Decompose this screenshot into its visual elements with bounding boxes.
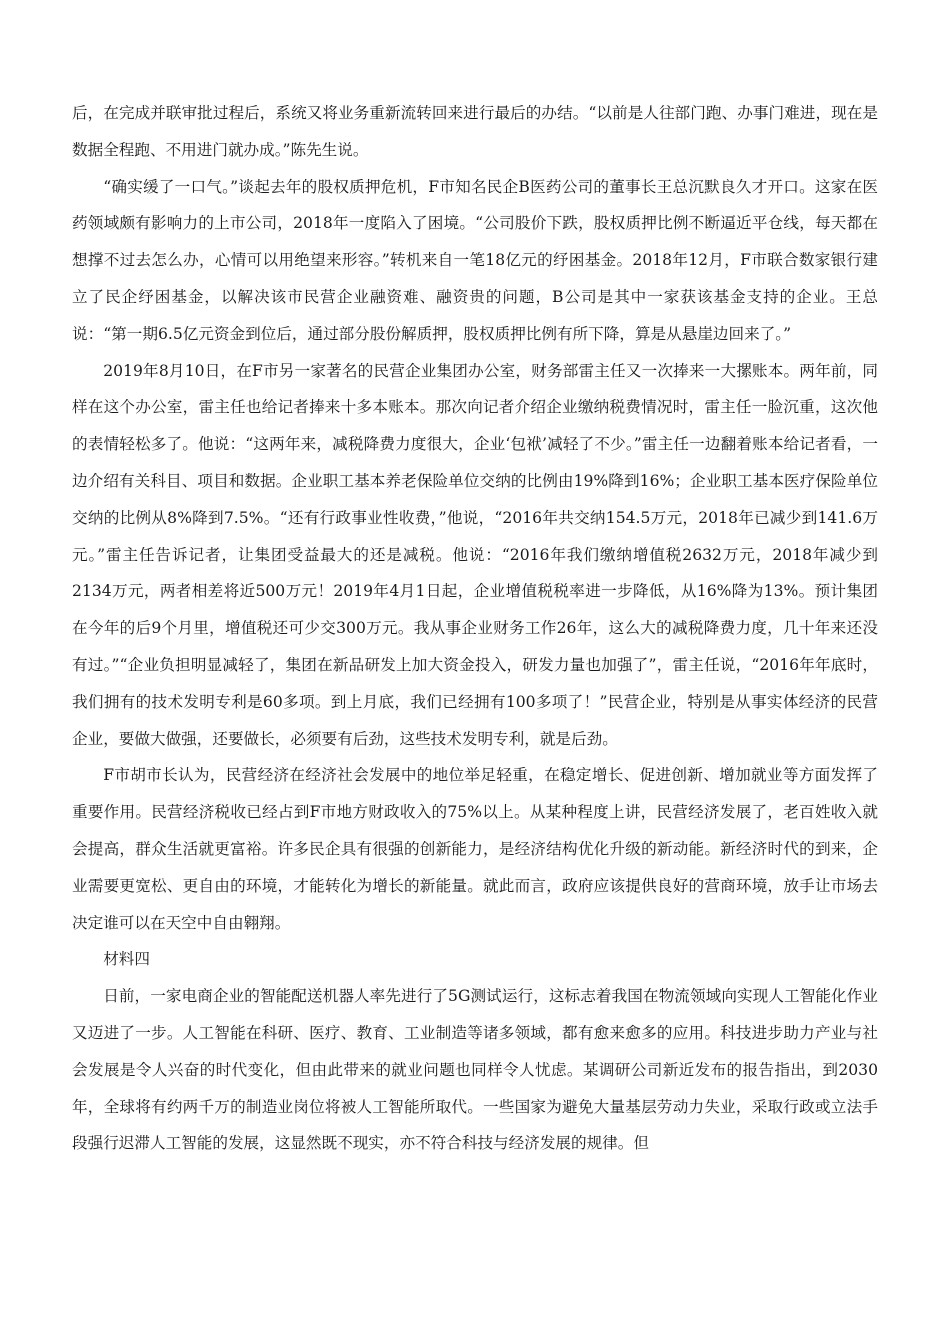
paragraph-pledge-crisis: “确实缓了一口气。”谈起去年的股权质押危机，F市知名民企B医药公司的董事长王总沉默良久才开口。这家在医药领域颇有影响力的上市公司，2018年一度陷入了困境。“公司股价下跌，股权质押比例不断逼近平仓线，每天都在想撑不过去怎么办，心情可以用绝望来形容。”转机来自一笔18亿元的纾困基金。2018年12月，F市联合数家银行建立了民企纾困基金，以解决该市民营企业融资难、融资贵的问题，B公司是其中一家获该基金支持的企业。王总说：“第一期6.5亿元资金到位后，通过部分股份解质押，股权质押比例有所下降，算是从悬崖边回来了。” [72,177,878,343]
section-heading-material-four: 材料四 [103,950,150,969]
paragraph-continuation: 后，在完成并联审批过程后，系统又将业务重新流转回来进行最后的办结。“以前是人往部门跑、办事门难进，现在是数据全程跑、不用进门就办成。”陈先生说。 [72,104,878,159]
paragraph-tax-reduction: 2019年8月10日，在F市另一家著名的民营企业集团办公室，财务部雷主任又一次捧来一大摞账本。两年前，同样在这个办公室，雷主任也给记者捧来十多本账本。那次向记者介绍企业缴纳税费情况时，雷主任一脸沉重，这次他的表情轻松多了。他说：“这两年来，减税降费力度很大，企业‘包袱’减轻了不少。”雷主任一边翻着账本给记者看，一边介绍有关科目、项目和数据。企业职工基本养老保险单位交纳的比例由19%降到16%；企业职工基本医疗保险单位交纳的比例从8%降到7.5%。“还有行政事业性收费，”他说，“2016年共交纳154.5万元，2018年已减少到141.6万元。”雷主任告诉记者，让集团受益最大的还是减税。他说：“2016年我们缴纳增值税2632万元，2018年减少到2134万元，两者相差将近500万元！2019年4月1日起，企业增值税税率进一步降低，从16%降为13%。预计集团在今年的后9个月里，增值税还可少交300万元。我从事企业财务工作26年，这么大的减税降费力度，几十年来还没有过。”“企业负担明显减轻了，集团在新品研发上加大资金投入，研发力量也加强了”，雷主任说，“2016年年底时，我们拥有的技术发明专利是60多项。到上月底，我们已经拥有100多项了！”民营企业，特别是从事实体经济的民营企业，要做大做强，还要做长，必须要有后劲，这些技术发明专利，就是后劲。 [72,361,878,748]
paragraph-mayor-view: F市胡市长认为，民营经济在经济社会发展中的地位举足轻重，在稳定增长、促进创新、增加就业等方面发挥了重要作用。民营经济税收已经占到F市地方财政收入的75%以上。从某种程度上讲，民营经济发展了，老百姓收入就会提高，群众生活就更富裕。许多民企具有很强的创新能力，是经济结构优化升级的新动能。新经济时代的到来，企业需要更宽松、更自由的环境，才能转化为增长的新能量。就此而言，政府应该提供良好的营商环境，放手让市场去决定谁可以在天空中自由翱翔。 [72,766,878,932]
document-page [72,95,878,1162]
paragraph-ai-employment: 日前，一家电商企业的智能配送机器人率先进行了5G测试运行，这标志着我国在物流领域向实现人工智能化作业又迈进了一步。人工智能在科研、医疗、教育、工业制造等诸多领域，都有愈来愈多的应用。科技进步助力产业与社会发展是令人兴奋的时代变化，但由此带来的就业问题也同样令人忧虑。某调研公司新近发布的报告指出，到2030年，全球将有约两千万的制造业岗位将被人工智能所取代。一些国家为避免大量基层劳动力失业，采取行政或立法手段强行迟滞人工智能的发展，这显然既不现实，亦不符合科技与经济发展的规律。但 [72,987,878,1153]
